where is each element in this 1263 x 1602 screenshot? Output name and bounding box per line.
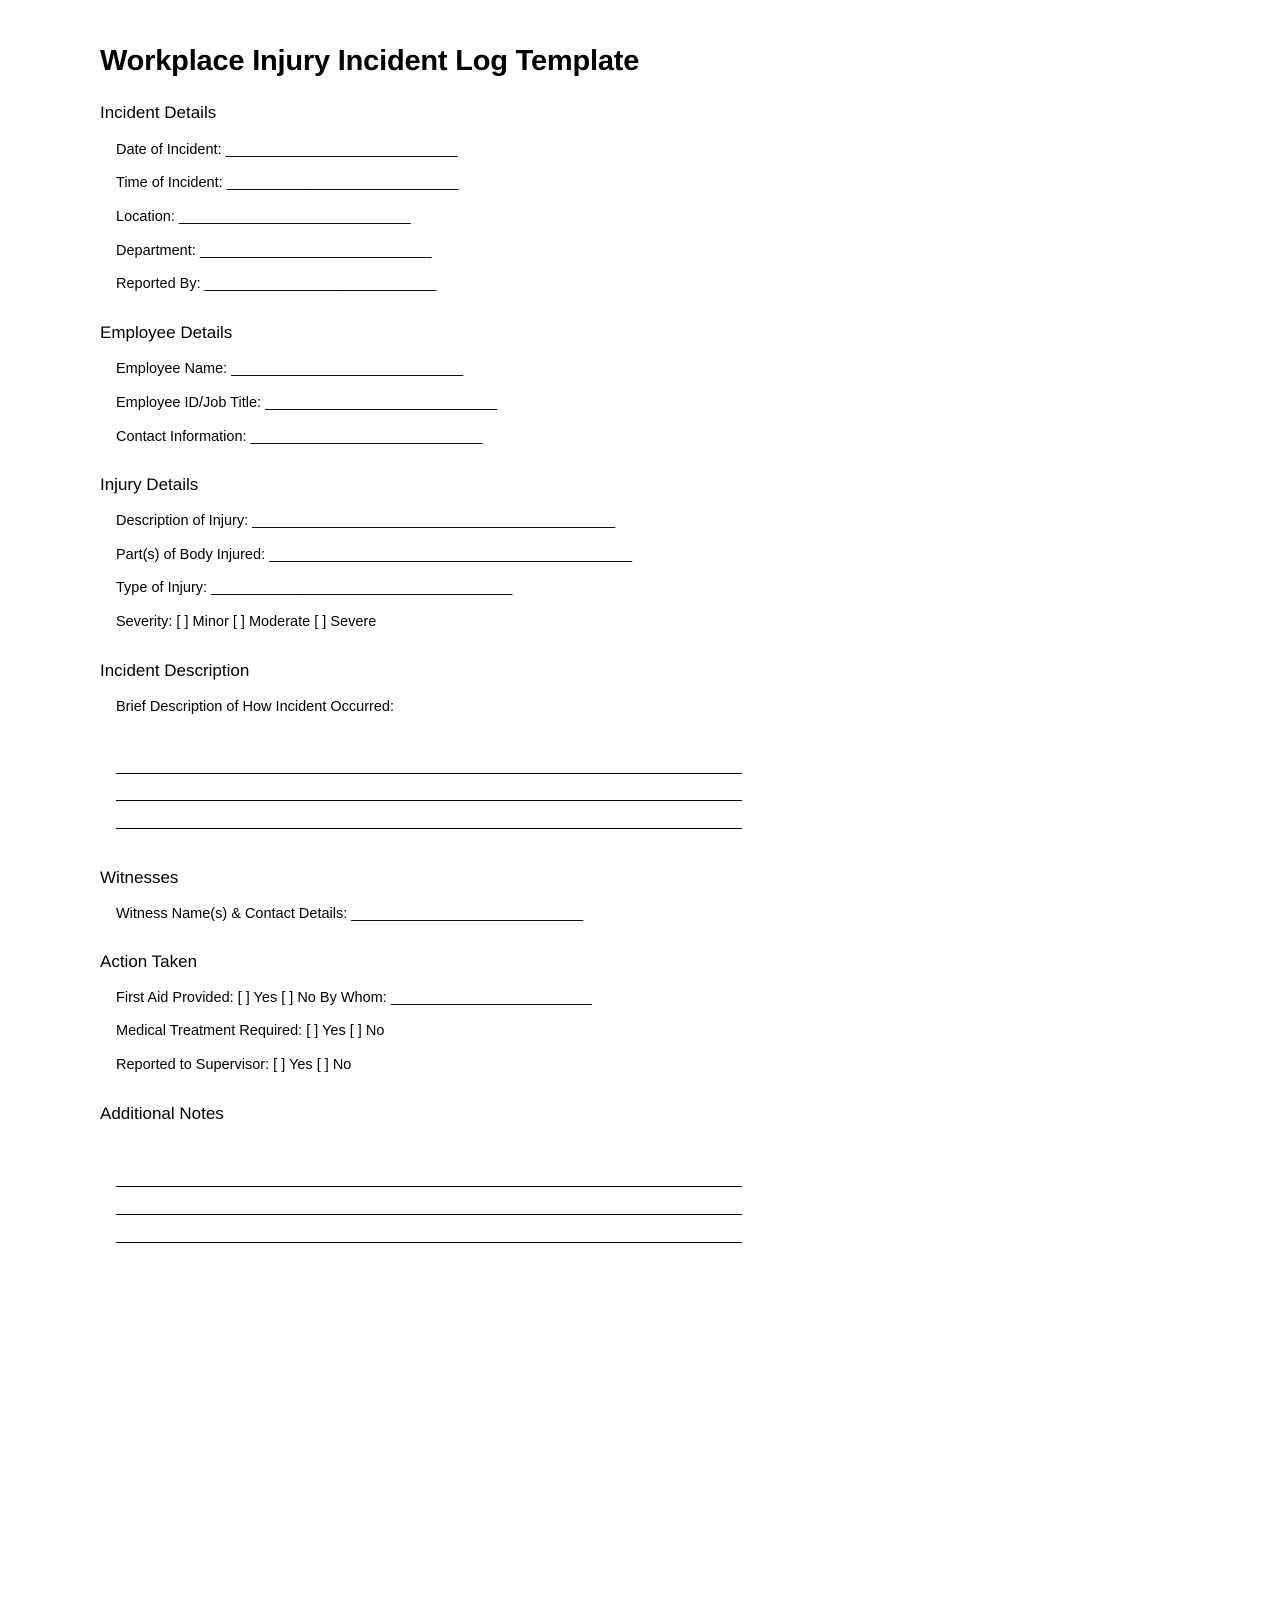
field-blank-line[interactable]: __________________________ — [390, 990, 592, 1006]
field-label: Description of Injury: — [116, 513, 249, 529]
additional-notes-rule[interactable] — [116, 1242, 742, 1243]
field-label: Department: — [116, 243, 196, 259]
incident-description-rule[interactable] — [116, 800, 742, 801]
field-location — [116, 208, 410, 226]
section-heading-injury-details: Injury Details — [100, 475, 199, 494]
field-blank-line[interactable]: ______________________________ — [199, 243, 432, 259]
section-heading-witnesses: Witnesses — [100, 868, 179, 887]
field-label: Part(s) of Body Injured: — [116, 547, 266, 563]
additional-notes-rule[interactable] — [116, 1214, 742, 1215]
field-employee-name — [116, 360, 463, 378]
field-reported-by — [116, 275, 436, 293]
field-blank-line[interactable]: ______________________________ — [204, 276, 437, 292]
additional-notes-rule[interactable] — [116, 1186, 742, 1187]
field-blank-line[interactable]: ______________________________ — [250, 429, 483, 445]
field-label: Employee ID/Job Title: — [116, 395, 262, 411]
field-reported-to-supervisor[interactable]: Reported to Supervisor: [ ] Yes [ ] No — [116, 1057, 352, 1073]
field-description-of-injury — [116, 512, 615, 530]
field-blank-line[interactable]: ______________________________ — [226, 175, 459, 191]
field-label: Reported By: — [116, 276, 201, 292]
page-title: Workplace Injury Incident Log Template — [100, 45, 640, 77]
incident-description-rule[interactable] — [116, 828, 742, 829]
field-blank-line[interactable]: ______________________________ — [225, 142, 458, 158]
field-blank-line[interactable]: _______________________________________________ — [252, 513, 615, 529]
field-label: Employee Name: — [116, 361, 228, 377]
field-date-of-incident — [116, 141, 457, 159]
field-label: Type of Injury: — [116, 580, 208, 596]
field-label[interactable]: First Aid Provided: [ ] Yes [ ] No By Whom: — [116, 990, 387, 1006]
field-severity-checkboxes[interactable]: Severity: [ ] Minor [ ] Moderate [ ] Severe — [116, 614, 377, 630]
field-blank-line[interactable]: ______________________________ — [231, 361, 463, 377]
incident-description-rule[interactable] — [116, 773, 742, 774]
field-blank-line[interactable]: _______________________________________________ — [269, 547, 632, 563]
field-label: Date of Incident: — [116, 142, 222, 158]
incident-description-prompt: Brief Description of How Incident Occurred: — [116, 699, 395, 715]
field-label: Location: — [116, 209, 175, 225]
field-label: Contact Information: — [116, 429, 247, 445]
field-medical-treatment-required[interactable]: Medical Treatment Required: [ ] Yes [ ] No — [116, 1023, 385, 1039]
section-heading-employee-details: Employee Details — [100, 323, 233, 342]
field-blank-line[interactable]: _______________________________________ — [211, 580, 512, 596]
field-blank-line[interactable]: ______________________________ — [351, 906, 583, 922]
field-first-aid-provided — [116, 989, 591, 1007]
section-heading-additional-notes: Additional Notes — [100, 1104, 224, 1123]
field-blank-line[interactable]: ______________________________ — [265, 395, 497, 411]
field-type-of-injury — [116, 579, 512, 597]
section-heading-action-taken: Action Taken — [100, 952, 198, 971]
section-heading-incident-description: Incident Description — [100, 661, 250, 680]
field-employee-id-job-title — [116, 394, 497, 412]
section-heading-incident-details: Incident Details — [100, 103, 217, 122]
field-contact-information — [116, 428, 482, 446]
field-department — [116, 242, 431, 260]
field-label: Time of Incident: — [116, 175, 223, 191]
field-label: Witness Name(s) & Contact Details: — [116, 906, 348, 922]
field-parts-of-body-injured — [116, 546, 632, 564]
field-blank-line[interactable]: ______________________________ — [178, 209, 411, 225]
field-time-of-incident — [116, 174, 458, 192]
field-witness-name-contact-details — [116, 905, 583, 923]
